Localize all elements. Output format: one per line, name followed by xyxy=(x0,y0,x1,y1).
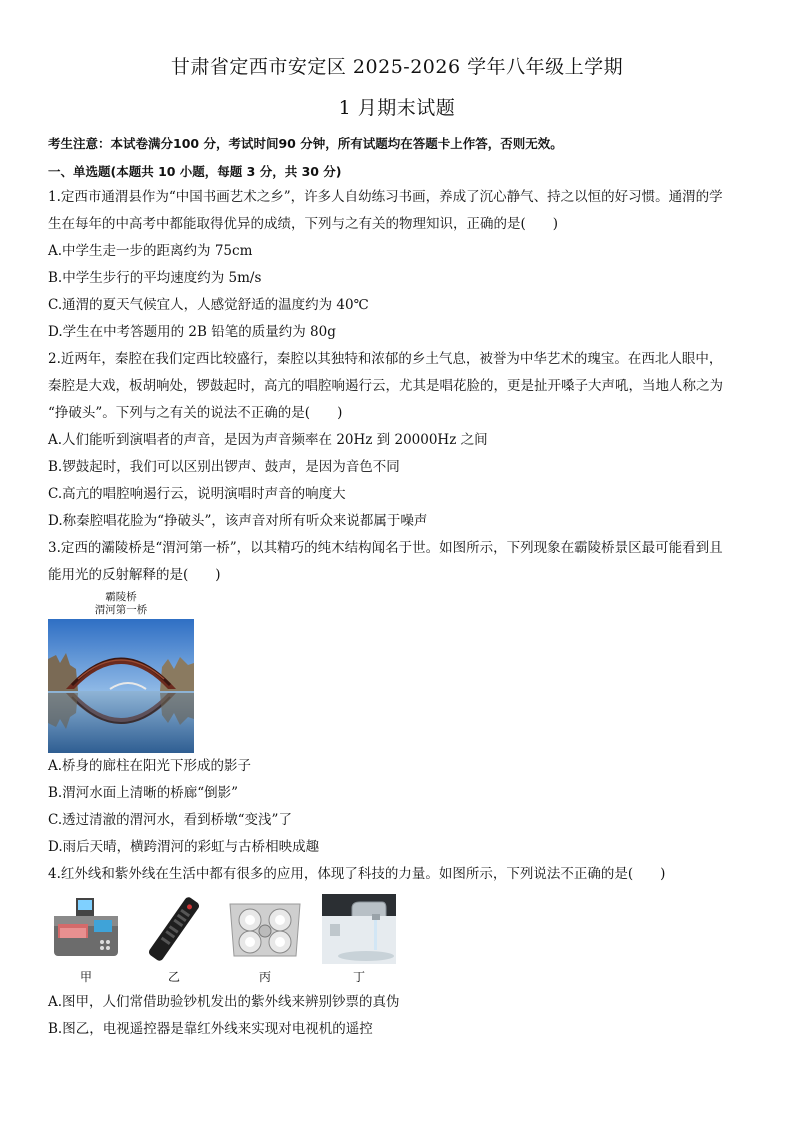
option-d: D.学生在中考答题用的 2B 铅笔的质量约为 80g xyxy=(48,324,336,340)
option-a: A.人们能听到演唱者的声音，是因为声音频率在 20Hz 到 20000Hz 之间 xyxy=(48,432,488,448)
sensor-faucet-image xyxy=(322,894,396,964)
option-b: B.图乙，电视遥控器是靠红外线来实现对电视机的遥控 xyxy=(48,1021,373,1037)
question-stem-line: “挣破头”。下列与之有关的说法不正确的是( ) xyxy=(48,405,343,421)
tv-remote-image xyxy=(140,894,208,964)
question-2 xyxy=(48,346,746,427)
option-a: A.中学生走一步的距离约为 75cm xyxy=(48,243,253,259)
figure-jia xyxy=(48,894,124,985)
bridge-figure xyxy=(48,591,194,753)
question-4 xyxy=(48,861,746,888)
option-c: C.透过清澈的渭河水，看到桥墩“变浅”了 xyxy=(48,812,292,828)
figure-label: 丙 xyxy=(258,970,271,984)
figure-ding xyxy=(322,894,396,985)
question-stem-line: 秦腔是大戏，板胡响处，锣鼓起时，高亢的唱腔响遏行云，尤其是唱花脸的，更是扯开嗓子大声吼，当地人称之为 xyxy=(48,378,723,394)
question-stem-line: 3.定西的灞陵桥是“渭河第一桥”，以其精巧的纯木结构闻名于世。如图所示，下列现象在霸陵桥景区最可能看到且 xyxy=(48,540,723,556)
figure-yi xyxy=(140,894,208,985)
option-b: B.渭河水面上清晰的桥廊“倒影” xyxy=(48,785,239,801)
option-c: C.高亢的唱腔响遏行云，说明演唱时声音的响度大 xyxy=(48,486,346,502)
figure-caption-line: 霸陵桥 xyxy=(105,591,137,603)
figure-label: 甲 xyxy=(79,970,92,984)
question-stem-line: 1.定西市通渭县作为“中国书画艺术之乡”，许多人自幼练习书画，养成了沉心静气、持之以恒的好习惯。通渭的学 xyxy=(48,189,723,205)
figure-label: 丁 xyxy=(352,970,365,984)
bridge-photo xyxy=(48,619,194,753)
figure-caption-line: 渭河第一桥 xyxy=(94,604,148,616)
money-counter-image xyxy=(48,894,124,964)
bath-heater-image xyxy=(224,894,306,964)
option-a: A.图甲，人们常借助验钞机发出的紫外线来辨别钞票的真伪 xyxy=(48,994,400,1010)
option-a: A.桥身的廊柱在阳光下形成的影子 xyxy=(48,758,252,774)
option-d: D.雨后天晴，横跨渭河的彩虹与古桥相映成趣 xyxy=(48,839,320,855)
question-stem-line: 2.近两年，秦腔在我们定西比较盛行，秦腔以其独特和浓郁的乡土气息，被誉为中华艺术的瑰宝。在西北人眼中， xyxy=(48,351,723,367)
question-stem-line: 4.红外线和紫外线在生活中都有很多的应用，体现了科技的力量。如图所示，下列说法不正确的是( ) xyxy=(48,866,666,882)
question-stem-line: 生在每年的中高考中都能取得优异的成绩，下列与之有关的物理知识，正确的是( ) xyxy=(48,216,559,232)
figure-row xyxy=(48,894,746,985)
exam-title-line1: 甘肃省定西市安定区 2025-2026 学年八年级上学期 xyxy=(170,56,624,78)
question-stem-line: 能用光的反射解释的是( ) xyxy=(48,567,221,583)
figure-bing xyxy=(224,894,306,985)
figure-label: 乙 xyxy=(167,970,180,984)
exam-title-line2: 1 月期末试题 xyxy=(338,97,456,119)
option-b: B.中学生步行的平均速度约为 5m/s xyxy=(48,270,262,286)
question-3 xyxy=(48,535,746,589)
option-d: D.称秦腔唱花脸为“挣破头”，该声音对所有听众来说都属于噪声 xyxy=(48,513,428,529)
option-b: B.锣鼓起时，我们可以区别出锣声、鼓声，是因为音色不同 xyxy=(48,459,400,475)
option-c: C.通渭的夏天气候宜人，人感觉舒适的温度约为 40℃ xyxy=(48,297,369,313)
section-heading: 一、单选题(本题共 10 小题，每题 3 分，共 30 分) xyxy=(48,164,342,179)
question-1 xyxy=(48,184,746,238)
exam-notice: 考生注意：本试卷满分100 分，考试时间90 分钟，所有试题均在答题卡上作答，否则无效。 xyxy=(48,136,563,151)
